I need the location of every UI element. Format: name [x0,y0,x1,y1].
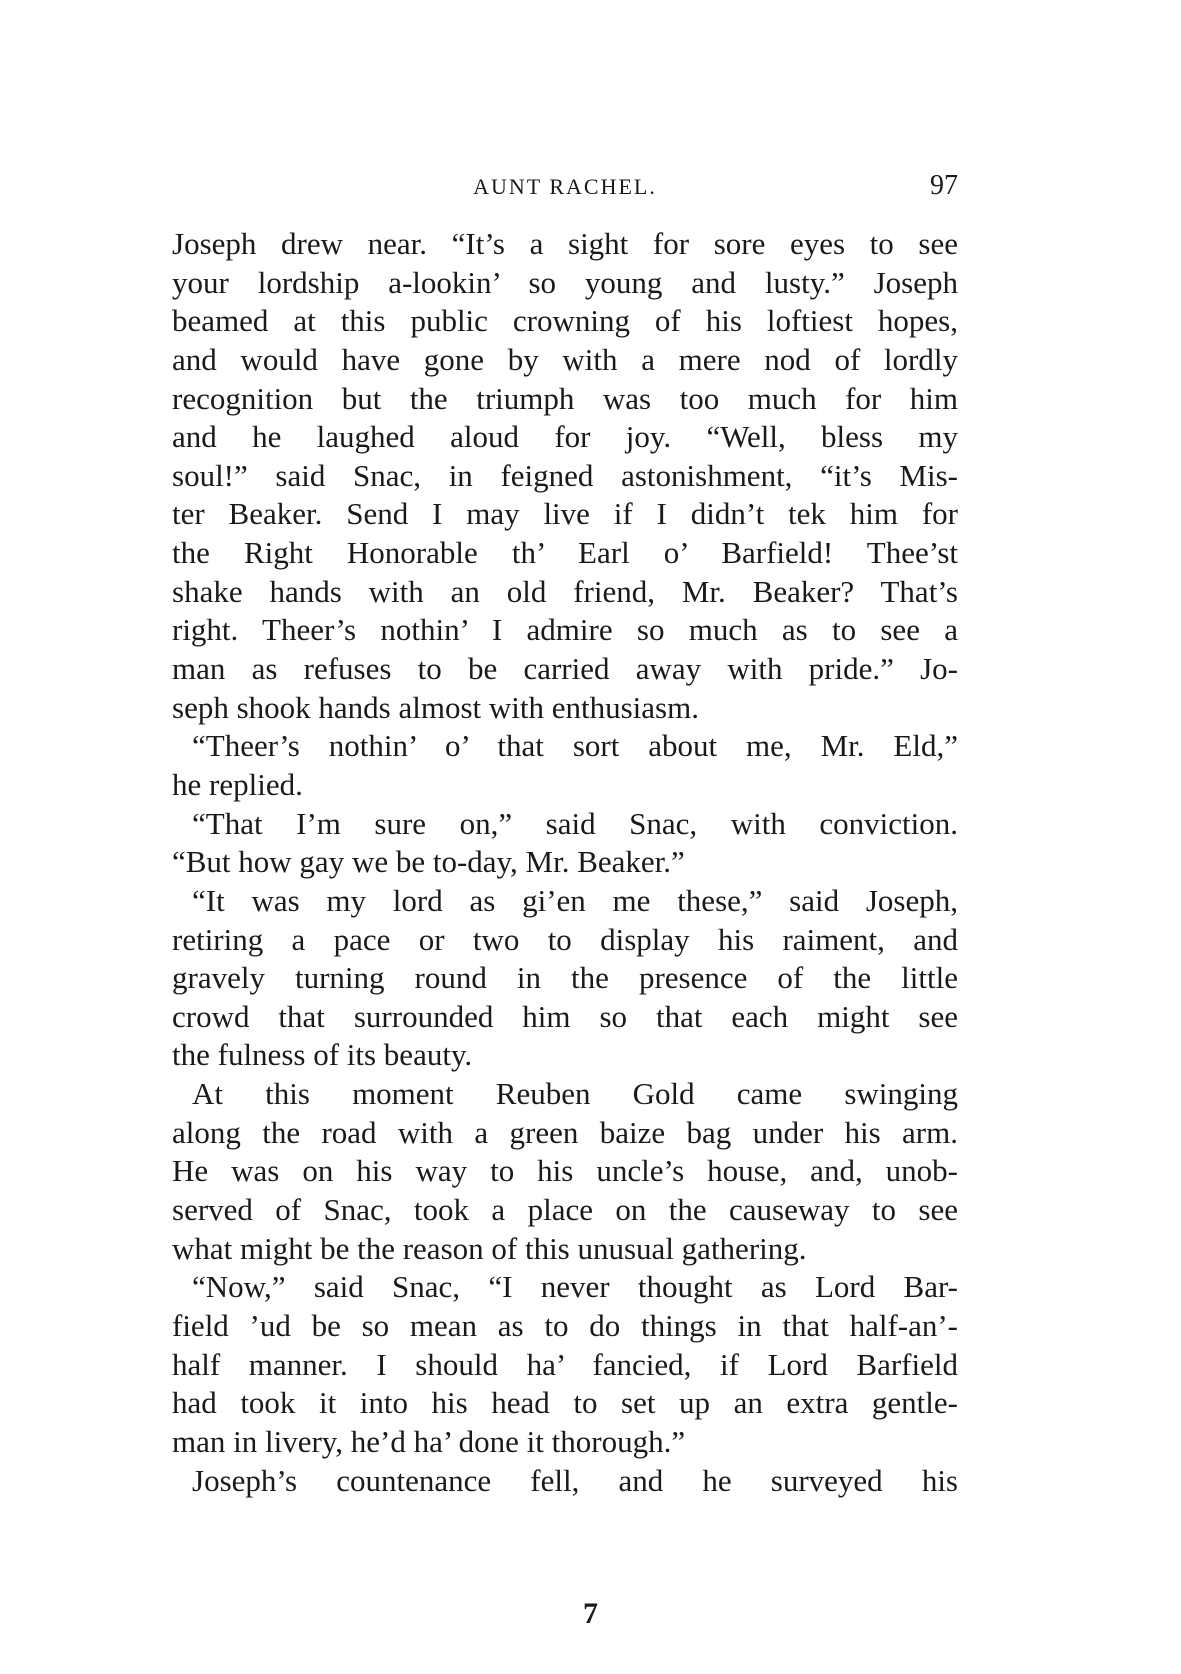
text-line: he replied. [172,766,303,802]
text-line: beamed at this public crowning of his loftiest hopes, [172,303,958,339]
text-line: what might be the reason of this unusual gathering. [172,1230,807,1266]
text-line: right. Theer’s nothin’ I admire so much as to see a [172,612,958,648]
text-line: crowd that surrounded him so that each might see [172,998,958,1034]
text-line: the Right Honorable th’ Earl o’ Barfield! Thee’st [172,535,958,571]
text-line: and would have gone by with a mere nod of lordly [172,341,958,377]
text-line: gravely turning round in the presence of the little [172,960,958,996]
text-line: had took it into his head to set up an extra gentle- [172,1385,958,1421]
text-line: along the road with a green baize bag under his arm. [172,1114,958,1150]
text-line: “Theer’s nothin’ o’ that sort about me, Mr. Eld,” [192,728,958,764]
text-line: retiring a pace or two to display his raiment, and [172,921,958,957]
text-line: served of Snac, took a place on the causeway to see [172,1192,958,1228]
running-title: AUNT RACHEL. [473,174,657,199]
running-head [172,170,958,210]
text-line: the fulness of its beauty. [172,1037,473,1073]
text-line: man in livery, he’d ha’ done it thorough.” [172,1423,686,1459]
text-line: shake hands with an old friend, Mr. Beaker? That’s [172,573,958,609]
text-line: field ’ud be so mean as to do things in that half-an’- [172,1307,958,1343]
text-line: Joseph drew near. “It’s a sight for sore eyes to see [172,226,958,261]
text-line: soul!” said Snac, in feigned astonishment, “it’s Mis- [172,457,958,493]
page-number: 97 [930,170,958,201]
text-line: “That I’m sure on,” said Snac, with conviction. [192,805,958,841]
text-line: seph shook hands almost with enthusiasm. [172,689,699,725]
text-line: man as refuses to be carried away with pride.” Jo- [172,651,958,687]
text-line: Joseph’s countenance fell, and he surveyed his [192,1462,958,1498]
text-line: “It was my lord as gi’en me these,” said Joseph, [192,882,958,918]
text-line: He was on his way to his uncle’s house, and, unob- [172,1153,958,1189]
body-text [172,225,958,1500]
text-line: “Now,” said Snac, “I never thought as Lord Bar- [192,1269,958,1305]
signature-mark: 7 [583,1597,598,1630]
text-line: ter Beaker. Send I may live if I didn’t tek him for [172,496,958,532]
text-line: half manner. I should ha’ fancied, if Lord Barfield [172,1346,958,1382]
text-line: “But how gay we be to-day, Mr. Beaker.” [172,844,685,880]
text-line: your lordship a-lookin’ so young and lusty.” Joseph [172,264,958,300]
text-line: At this moment Reuben Gold came swinging [192,1076,958,1112]
text-line: recognition but the triumph was too much for him [172,380,958,416]
text-line: and he laughed aloud for joy. “Well, bless my [172,419,958,455]
